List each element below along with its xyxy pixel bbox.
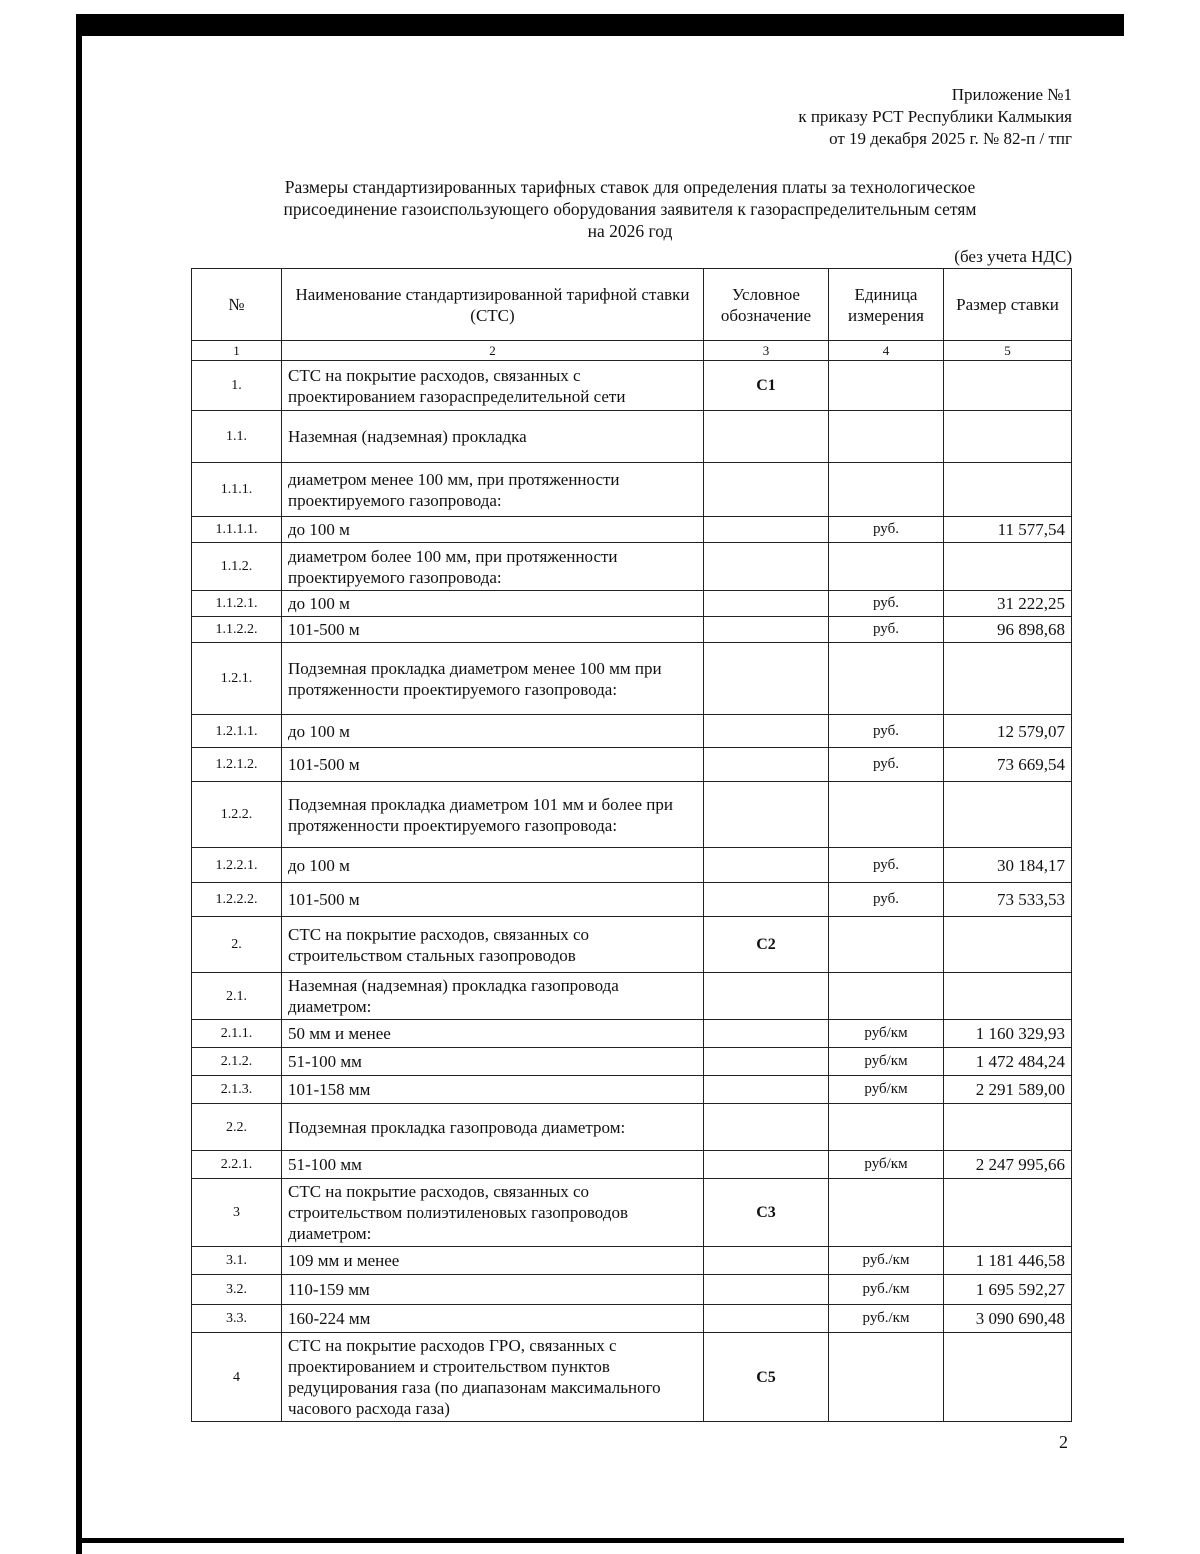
- unit-cell: руб.: [829, 715, 944, 748]
- row-number-cell: 1.2.1.: [192, 643, 282, 715]
- rate-code-cell: [704, 463, 829, 517]
- rate-value-cell: [944, 1179, 1072, 1247]
- rate-name-cell: 101-158 мм: [282, 1076, 704, 1104]
- rate-code-cell: [704, 848, 829, 883]
- unit-cell: [829, 917, 944, 973]
- column-number: 5: [944, 341, 1072, 361]
- rate-code-cell: [704, 883, 829, 917]
- row-number-cell: 1.1.2.2.: [192, 617, 282, 643]
- unit-cell: [829, 543, 944, 591]
- row-number-cell: 1.1.1.: [192, 463, 282, 517]
- rate-code-cell: С3: [704, 1179, 829, 1247]
- scan-border-bottom: [76, 1538, 1124, 1543]
- rate-code-cell: [704, 1305, 829, 1333]
- rate-name-cell: Наземная (надземная) прокладка: [282, 411, 704, 463]
- tariff-rates-table: [191, 268, 1072, 1422]
- document-title: [190, 176, 1070, 242]
- table-row: [192, 715, 1072, 748]
- rate-name-cell: 160-224 мм: [282, 1305, 704, 1333]
- title-line-2: присоединение газоиспользующего оборудования заявителя к газораспределительным сетям: [283, 199, 977, 219]
- row-number-cell: 1.1.2.1.: [192, 591, 282, 617]
- table-row: [192, 643, 1072, 715]
- rate-name-cell: СТС на покрытие расходов, связанных с проектированием газораспределительной сети: [282, 361, 704, 411]
- row-number-cell: 4: [192, 1333, 282, 1422]
- rate-value-cell: 11 577,54: [944, 517, 1072, 543]
- rate-code-cell: [704, 748, 829, 782]
- table-row: [192, 1305, 1072, 1333]
- rate-value-cell: 73 669,54: [944, 748, 1072, 782]
- column-number: 4: [829, 341, 944, 361]
- unit-cell: руб.: [829, 517, 944, 543]
- row-number-cell: 2.: [192, 917, 282, 973]
- rate-code-cell: С2: [704, 917, 829, 973]
- scan-border-left: [76, 14, 82, 1554]
- title-line-3: на 2026 год: [587, 221, 673, 241]
- column-number-row: [192, 341, 1072, 361]
- rate-name-cell: 51-100 мм: [282, 1048, 704, 1076]
- unit-cell: [829, 1104, 944, 1151]
- table-row: [192, 1275, 1072, 1305]
- rate-value-cell: 1 160 329,93: [944, 1020, 1072, 1048]
- column-number: 1: [192, 341, 282, 361]
- rate-name-cell: Подземная прокладка газопровода диаметром:: [282, 1104, 704, 1151]
- rate-code-cell: [704, 1076, 829, 1104]
- rate-name-cell: Подземная прокладка диаметром 101 мм и более при протяженности проектируемого газопровода:: [282, 782, 704, 848]
- rate-code-cell: [704, 1020, 829, 1048]
- rate-name-cell: 101-500 м: [282, 883, 704, 917]
- rate-name-cell: СТС на покрытие расходов ГРО, связанных с проектированием и строительством пунктов редуцирования газа (по диапазонам максимального часового расхода газа): [282, 1333, 704, 1422]
- rate-name-cell: 51-100 мм: [282, 1151, 704, 1179]
- rate-value-cell: [944, 782, 1072, 848]
- rate-value-cell: 2 247 995,66: [944, 1151, 1072, 1179]
- rate-code-cell: [704, 643, 829, 715]
- rate-code-cell: [704, 715, 829, 748]
- table-row: [192, 1104, 1072, 1151]
- unit-cell: [829, 1179, 944, 1247]
- unit-cell: руб./км: [829, 1275, 944, 1305]
- table-row: [192, 1076, 1072, 1104]
- table-row: [192, 1048, 1072, 1076]
- table-row: [192, 917, 1072, 973]
- unit-cell: руб.: [829, 848, 944, 883]
- table-row: [192, 517, 1072, 543]
- rate-code-cell: [704, 543, 829, 591]
- table-row: [192, 748, 1072, 782]
- rate-value-cell: 1 181 446,58: [944, 1247, 1072, 1275]
- column-number: 2: [282, 341, 704, 361]
- rate-name-cell: диаметром менее 100 мм, при протяженности проектируемого газопровода:: [282, 463, 704, 517]
- rate-name-cell: 110-159 мм: [282, 1275, 704, 1305]
- table-row: [192, 411, 1072, 463]
- row-number-cell: 1.1.2.: [192, 543, 282, 591]
- rate-value-cell: 73 533,53: [944, 883, 1072, 917]
- row-number-cell: 2.1.2.: [192, 1048, 282, 1076]
- rate-value-cell: 96 898,68: [944, 617, 1072, 643]
- row-number-cell: 1.2.1.2.: [192, 748, 282, 782]
- rate-value-cell: [944, 643, 1072, 715]
- row-number-cell: 1.2.2.1.: [192, 848, 282, 883]
- rate-value-cell: 1 695 592,27: [944, 1275, 1072, 1305]
- unit-cell: руб/км: [829, 1151, 944, 1179]
- header-name: Наименование стандартизированной тарифной ставки (СТС): [282, 269, 704, 341]
- table-row: [192, 782, 1072, 848]
- table-row: [192, 973, 1072, 1020]
- appendix-line-2: к приказу РСТ Республики Калмыкия: [798, 107, 1072, 126]
- row-number-cell: 2.2.: [192, 1104, 282, 1151]
- rate-name-cell: до 100 м: [282, 848, 704, 883]
- rate-value-cell: 3 090 690,48: [944, 1305, 1072, 1333]
- row-number-cell: 2.2.1.: [192, 1151, 282, 1179]
- table-row: [192, 1151, 1072, 1179]
- appendix-line-1: Приложение №1: [951, 85, 1072, 104]
- rate-value-cell: [944, 361, 1072, 411]
- rate-code-cell: [704, 591, 829, 617]
- rate-name-cell: Наземная (надземная) прокладка газопровода диаметром:: [282, 973, 704, 1020]
- rate-code-cell: [704, 1151, 829, 1179]
- rate-value-cell: 2 291 589,00: [944, 1076, 1072, 1104]
- unit-cell: руб./км: [829, 1247, 944, 1275]
- table-row: [192, 1020, 1072, 1048]
- table-row: [192, 543, 1072, 591]
- rate-value-cell: 30 184,17: [944, 848, 1072, 883]
- rate-value-cell: [944, 411, 1072, 463]
- row-number-cell: 3: [192, 1179, 282, 1247]
- unit-cell: руб/км: [829, 1020, 944, 1048]
- rate-name-cell: 109 мм и менее: [282, 1247, 704, 1275]
- rate-name-cell: до 100 м: [282, 517, 704, 543]
- header-code: Условное обозначение: [704, 269, 829, 341]
- unit-cell: руб.: [829, 883, 944, 917]
- rate-code-cell: [704, 517, 829, 543]
- rate-value-cell: [944, 1104, 1072, 1151]
- row-number-cell: 3.2.: [192, 1275, 282, 1305]
- table-row: [192, 463, 1072, 517]
- row-number-cell: 3.3.: [192, 1305, 282, 1333]
- page-number: 2: [1059, 1432, 1068, 1452]
- row-number-cell: 1.2.1.1.: [192, 715, 282, 748]
- unit-cell: [829, 361, 944, 411]
- rate-code-cell: [704, 617, 829, 643]
- row-number-cell: 2.1.1.: [192, 1020, 282, 1048]
- table-row: [192, 591, 1072, 617]
- rate-value-cell: [944, 917, 1072, 973]
- unit-cell: руб.: [829, 748, 944, 782]
- row-number-cell: 1.2.2.2.: [192, 883, 282, 917]
- rate-code-cell: [704, 1104, 829, 1151]
- row-number-cell: 2.1.: [192, 973, 282, 1020]
- rate-name-cell: 50 мм и менее: [282, 1020, 704, 1048]
- rate-name-cell: 101-500 м: [282, 617, 704, 643]
- rate-code-cell: [704, 1247, 829, 1275]
- header-no: №: [192, 269, 282, 341]
- rate-name-cell: СТС на покрытие расходов, связанных со строительством полиэтиленовых газопроводов диаметром:: [282, 1179, 704, 1247]
- unit-cell: руб/км: [829, 1076, 944, 1104]
- appendix-header: [798, 84, 1072, 150]
- appendix-line-3: от 19 декабря 2025 г. № 82-п / тпг: [829, 129, 1072, 148]
- row-number-cell: 1.2.2.: [192, 782, 282, 848]
- rate-value-cell: 1 472 484,24: [944, 1048, 1072, 1076]
- rate-code-cell: [704, 1048, 829, 1076]
- table-header-row: [192, 269, 1072, 341]
- rate-value-cell: [944, 463, 1072, 517]
- rate-value-cell: [944, 543, 1072, 591]
- rate-value-cell: [944, 973, 1072, 1020]
- rate-code-cell: [704, 973, 829, 1020]
- unit-cell: руб.: [829, 617, 944, 643]
- title-line-1: Размеры стандартизированных тарифных ставок для определения платы за технологическое: [284, 177, 976, 197]
- scan-border-top: [76, 14, 1124, 36]
- row-number-cell: 1.1.1.1.: [192, 517, 282, 543]
- row-number-cell: 2.1.3.: [192, 1076, 282, 1104]
- row-number-cell: 1.: [192, 361, 282, 411]
- header-unit: Единица измерения: [829, 269, 944, 341]
- unit-cell: [829, 973, 944, 1020]
- row-number-cell: 1.1.: [192, 411, 282, 463]
- unit-cell: [829, 411, 944, 463]
- unit-cell: [829, 463, 944, 517]
- unit-cell: руб/км: [829, 1048, 944, 1076]
- table-row: [192, 848, 1072, 883]
- rate-value-cell: 31 222,25: [944, 591, 1072, 617]
- rate-value-cell: 12 579,07: [944, 715, 1072, 748]
- rate-name-cell: диаметром более 100 мм, при протяженности проектируемого газопровода:: [282, 543, 704, 591]
- table-row: [192, 1247, 1072, 1275]
- vat-note: (без учета НДС): [954, 247, 1072, 266]
- rate-code-cell: [704, 411, 829, 463]
- table-row: [192, 361, 1072, 411]
- rate-name-cell: СТС на покрытие расходов, связанных со строительством стальных газопроводов: [282, 917, 704, 973]
- table-row: [192, 1179, 1072, 1247]
- header-rate: Размер ставки: [944, 269, 1072, 341]
- unit-cell: руб.: [829, 591, 944, 617]
- rate-code-cell: С1: [704, 361, 829, 411]
- unit-cell: руб./км: [829, 1305, 944, 1333]
- rate-name-cell: до 100 м: [282, 591, 704, 617]
- table-row: [192, 1333, 1072, 1422]
- rate-code-cell: [704, 782, 829, 848]
- rate-name-cell: 101-500 м: [282, 748, 704, 782]
- table-row: [192, 883, 1072, 917]
- table-body: [192, 361, 1072, 1422]
- column-number: 3: [704, 341, 829, 361]
- rate-name-cell: до 100 м: [282, 715, 704, 748]
- unit-cell: [829, 1333, 944, 1422]
- unit-cell: [829, 643, 944, 715]
- rate-value-cell: [944, 1333, 1072, 1422]
- rate-code-cell: С5: [704, 1333, 829, 1422]
- rate-name-cell: Подземная прокладка диаметром менее 100 мм при протяженности проектируемого газопровода:: [282, 643, 704, 715]
- unit-cell: [829, 782, 944, 848]
- rate-code-cell: [704, 1275, 829, 1305]
- row-number-cell: 3.1.: [192, 1247, 282, 1275]
- table-row: [192, 617, 1072, 643]
